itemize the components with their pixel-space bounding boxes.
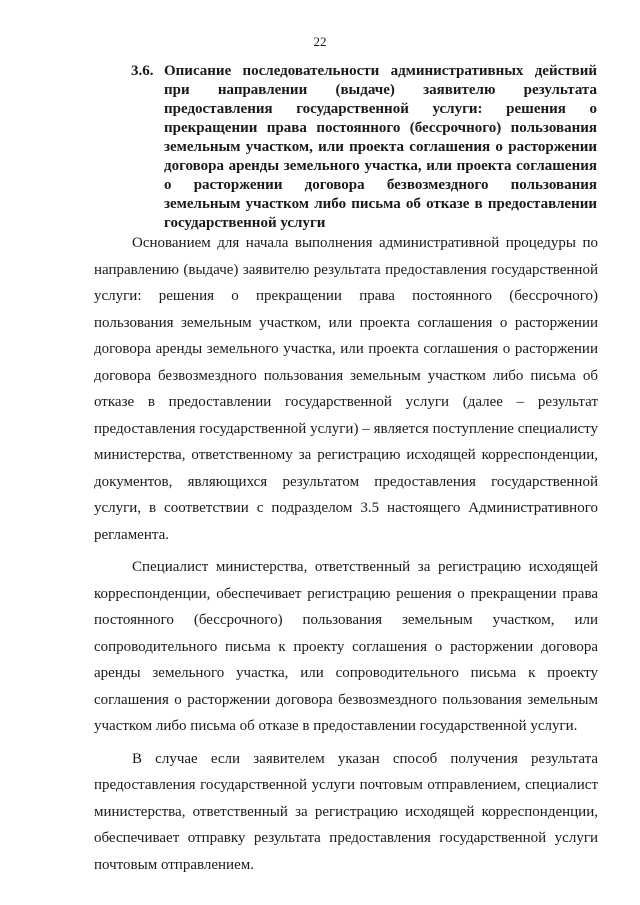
section-heading xyxy=(131,62,597,233)
section-number: 3.6. xyxy=(131,63,154,79)
paragraph-postal-delivery: В случае если заявителем указан способ получения результата предоставления государственной услуги почтовым отправлением, специалист министерства, ответственный за регистрацию исходящей корреспонденции, обеспечивает отправку результата предоставления государственной услуги почтовым отправлением. xyxy=(94,750,598,873)
page-number: 22 xyxy=(313,34,327,49)
paragraph-registration: Специалист министерства, ответственный за регистрацию исходящей корреспонденции, обеспечивает регистрацию решения о прекращении права постоянного (бессрочного) пользования земельным участком, или сопроводительного письма к проекту соглашения о расторжении договора аренды земельного участка, или сопроводительного письма к проекту соглашения о расторжении договора безвозмездного пользования земельным участком либо письма об отказе в предоставлении государственной услуги. xyxy=(94,559,598,734)
section-title: Описание последовательности административных действий при направлении (выдаче) заявителю результата предоставления государственной услуги: решения о прекращении права постоянного (бессрочного) пользования земельным участком, или проекта соглашения о расторжении договора аренды земельного участка, или проекта соглашения о расторжении договора безвозмездного пользования земельным участком либо письма об отказе в предоставлении государственной услуги xyxy=(164,63,597,231)
document-body xyxy=(94,230,598,878)
paragraph-basis: Основанием для начала выполнения административной процедуры по направлению (выдаче) заявителю результата предоставления государственной услуги: решения о прекращении права постоянного (бессрочного) пользования земельным участком, или проекта соглашения о расторжении договора аренды земельного участка, или проекта соглашения о расторжении договора безвозмездного пользования земельным участком либо письма об отказе в предоставлении государственной услуги (далее – результат предоставления государственной услуги) – является поступление специалисту министерства, ответственному за регистрацию исходящей корреспонденции, документов, являющихся результатом предоставления государственной услуги, в соответствии с подразделом 3.5 настоящего Административного регламента. xyxy=(94,235,598,543)
